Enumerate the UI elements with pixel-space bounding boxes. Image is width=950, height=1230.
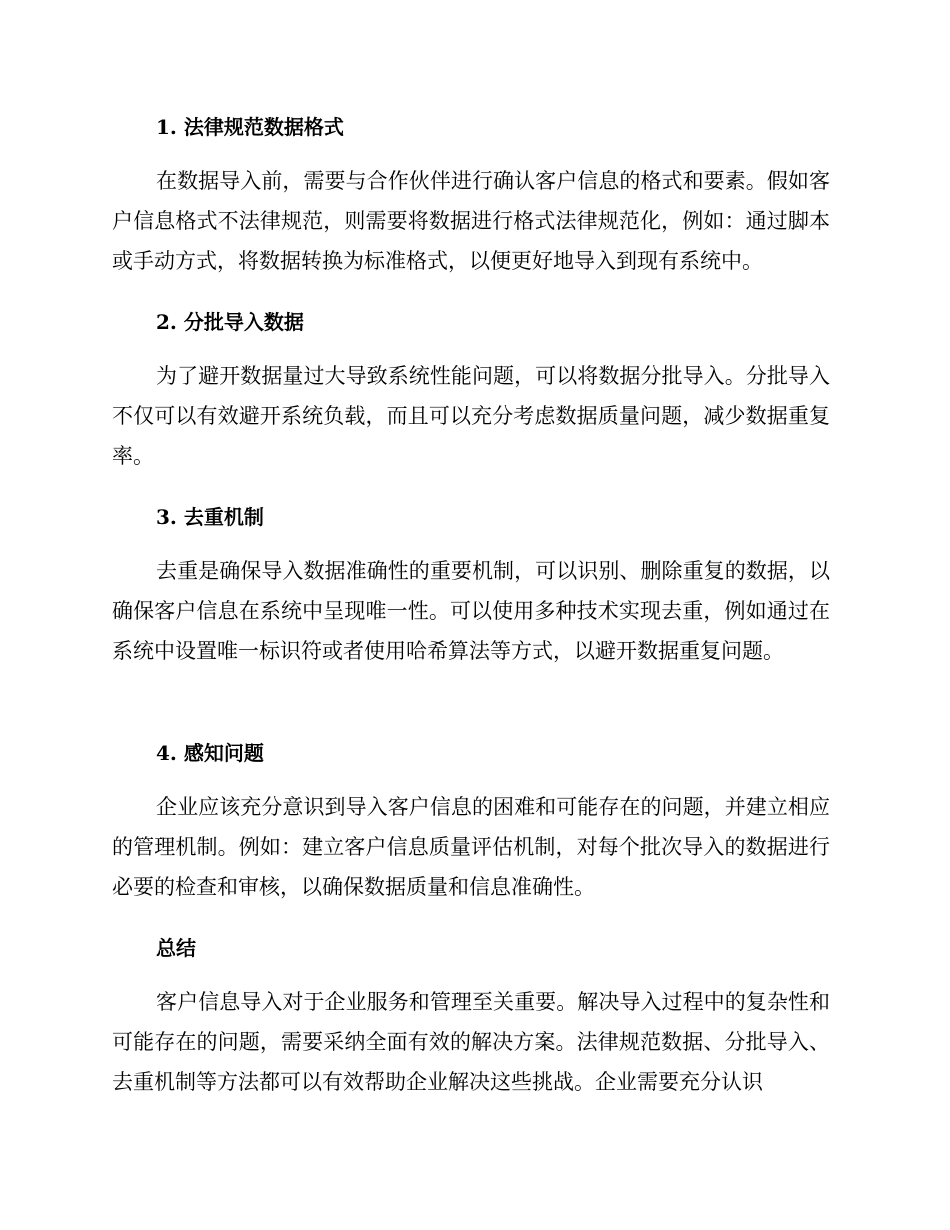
section-paragraph-summary: 客户信息导入对于企业服务和管理至关重要。解决导入过程中的复杂性和可能存在的问题，需要采纳全面有效的解决方案。法律规范数据、分批导入、去重机制等方法都可以有效帮助企业解决这些挑战。企业需要充分认识: [112, 990, 830, 1094]
section-paragraph-format: 在数据导入前，需要与合作伙伴进行确认客户信息的格式和要素。假如客户信息格式不法律规范，则需要将数据进行格式法律规范化，例如：通过脚本或手动方式，将数据转换为标准格式，以便更好地导入到现有系统中。: [112, 169, 830, 273]
section-paragraph-awareness: 企业应该充分意识到导入客户信息的困难和可能存在的问题，并建立相应的管理机制。例如：建立客户信息质量评估机制，对每个批次导入的数据进行必要的检查和审核，以确保数据质量和信息准确性。: [112, 795, 830, 899]
section-paragraph-dedup: 去重是确保导入数据准确性的重要机制，可以识别、删除重复的数据，以确保客户信息在系统中呈现唯一性。可以使用多种技术实现去重，例如通过在系统中设置唯一标识符或者使用哈希算法等方式，以避开数据重复问题。: [112, 559, 830, 663]
section-heading-summary: 总结: [156, 936, 196, 960]
section-heading-format: 1. 法律规范数据格式: [156, 115, 344, 139]
section-heading-batch: 2. 分批导入数据: [156, 310, 304, 334]
section-paragraph-batch: 为了避开数据量过大导致系统性能问题，可以将数据分批导入。分批导入不仅可以有效避开系统负载，而且可以充分考虑数据质量问题，减少数据重复率。: [112, 364, 830, 468]
section-heading-dedup: 3. 去重机制: [156, 505, 264, 529]
section-heading-awareness: 4. 感知问题: [156, 741, 264, 765]
